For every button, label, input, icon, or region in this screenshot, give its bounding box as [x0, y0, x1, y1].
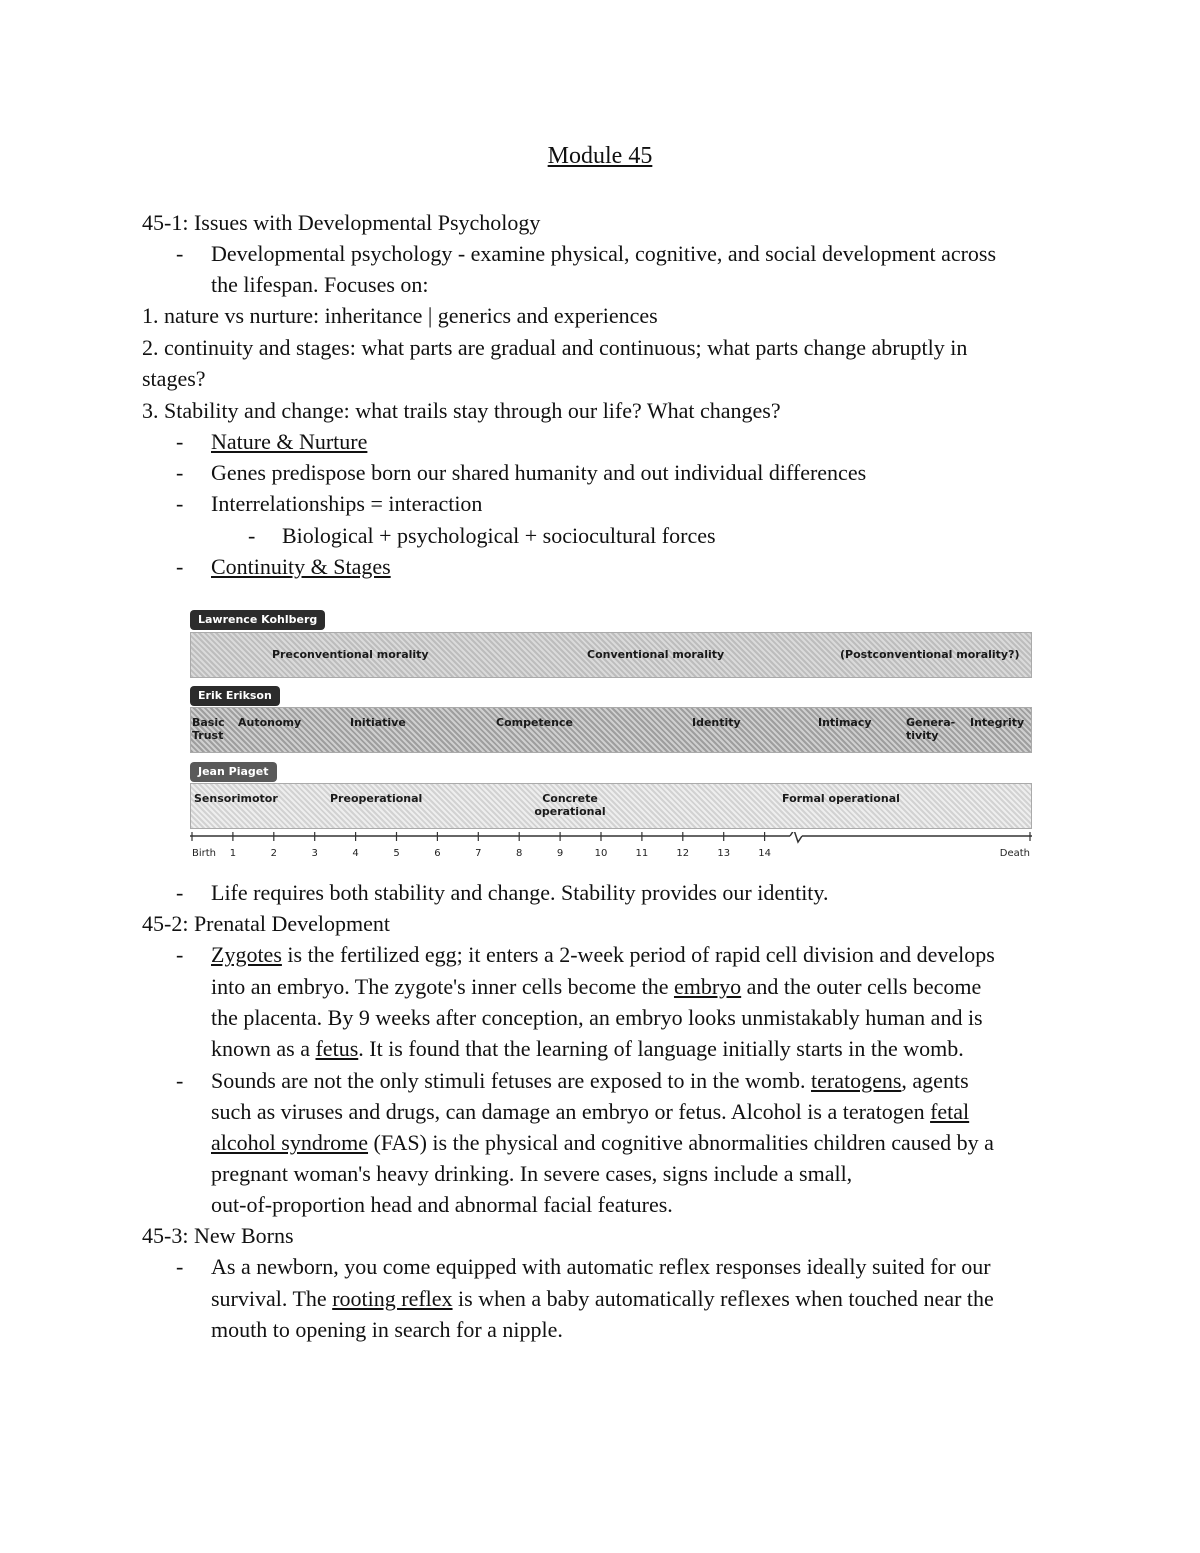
axis-tick-label: 9 — [556, 848, 564, 859]
text-line: known as a fetus. It is found that the learning of language initially starts in the womb. — [211, 1036, 964, 1061]
bullet-dash: - — [176, 880, 184, 905]
bullet-dash: - — [176, 491, 184, 516]
numbered-item-3: 3. Stability and change: what trails stay through our life? What changes? — [142, 398, 781, 423]
bullet-dash: - — [176, 1254, 184, 1279]
text-line: stages? — [142, 366, 206, 391]
bullet-dash: - — [176, 942, 184, 967]
erikson-label: Erik Erikson — [190, 686, 280, 706]
term-fetal: fetal — [930, 1099, 970, 1124]
subheading-nature-nurture: Nature & Nurture — [211, 429, 368, 454]
kohlberg-label: Lawrence Kohlberg — [190, 610, 325, 630]
term-alcohol-syndrome: alcohol syndrome — [211, 1130, 369, 1155]
stage-label: (Postconventional morality?) — [840, 648, 1020, 661]
text-line: pregnant woman's heavy drinking. In severe cases, signs include a small, — [211, 1161, 853, 1186]
text-line: Developmental psychology - examine physical, cognitive, and social development across — [211, 241, 997, 266]
stage-label: Preconventional morality — [272, 648, 429, 661]
stage-label: Conventional morality — [587, 648, 725, 661]
text-line: Genes predispose born our shared humanity and out individual differences — [211, 460, 867, 485]
term-fetus: fetus — [315, 1036, 359, 1061]
text-line: Biological + psychological + sociocultural forces — [282, 523, 716, 548]
stage-label: Basic Trust — [192, 716, 225, 742]
stage-label: Intimacy — [818, 716, 872, 729]
axis-tick-label: 14 — [758, 848, 771, 859]
term-rooting-reflex: rooting reflex — [332, 1286, 453, 1311]
axis-tick-label: 7 — [475, 848, 482, 859]
axis-tick-label: 1 — [229, 848, 237, 859]
axis-tick-label: 13 — [717, 848, 731, 859]
text-line: Life requires both stability and change. Stability provides our identity. — [211, 880, 829, 905]
text-line: out-of-proportion head and abnormal facial features. — [211, 1192, 673, 1217]
bullet-dash: - — [176, 554, 184, 579]
term-teratogens: teratogens — [811, 1068, 902, 1093]
axis-tick-label: 5 — [393, 848, 400, 859]
section-heading-45-1: 45-1: Issues with Developmental Psychology — [142, 210, 541, 235]
text-line: such as viruses and drugs, can damage an embryo or fetus. Alcohol is a teratogen fetal — [211, 1099, 970, 1124]
text-line: the placenta. By 9 weeks after conception, an embryo looks unmistakably human and is — [211, 1005, 983, 1030]
bullet-dash: - — [176, 429, 184, 454]
axis-tick-label: 4 — [352, 848, 359, 859]
stage-label: Competence — [496, 716, 573, 729]
stage-label: Autonomy — [238, 716, 302, 729]
stage-label: Preoperational — [330, 792, 423, 805]
stage-label: Initiative — [350, 716, 406, 729]
text-line: into an embryo. The zygote's inner cells become the embryo and the outer cells become — [211, 974, 982, 999]
axis-tick-label: 11 — [635, 848, 649, 859]
text-line: As a newborn, you come equipped with automatic reflex responses ideally suited for our — [211, 1254, 991, 1279]
text-line: the lifespan. Focuses on: — [211, 272, 429, 297]
stage-theories-figure — [180, 600, 1045, 862]
stage-label: Formal operational — [782, 792, 900, 805]
term-embryo: embryo — [673, 974, 742, 999]
text-line: mouth to opening in search for a nipple. — [211, 1317, 563, 1342]
text-line: Interrelationships = interaction — [211, 491, 483, 516]
axis-tick-label: 3 — [311, 848, 318, 859]
stage-label: Identity — [692, 716, 741, 729]
bullet-dash: - — [248, 523, 256, 548]
bullet-dash: - — [176, 460, 184, 485]
text-line: Sounds are not the only stimuli fetuses are exposed to in the womb. teratogens, agents — [211, 1068, 969, 1093]
stage-label: Integrity — [970, 716, 1025, 729]
axis-tick-label: 6 — [434, 848, 441, 859]
bullet-dash: - — [176, 1068, 184, 1093]
term-zygotes: Zygotes — [211, 942, 282, 967]
numbered-item-2: 2. continuity and stages: what parts are gradual and continuous; what parts change abruptly in — [142, 335, 968, 360]
subheading-continuity-stages: Continuity & Stages — [211, 554, 391, 579]
text-line: Zygotes is the fertilized egg; it enters a 2-week period of rapid cell division and develops — [211, 942, 995, 967]
axis-tick-label: Death — [999, 848, 1030, 859]
axis-tick-label: 8 — [516, 848, 523, 859]
section-heading-45-3: 45-3: New Borns — [142, 1223, 294, 1248]
text-line: survival. The rooting reflex is when a baby automatically reflexes when touched near the — [211, 1286, 994, 1311]
axis-tick-label: 10 — [594, 848, 608, 859]
axis-tick-label: Birth — [192, 848, 217, 859]
piaget-band — [190, 783, 1032, 829]
axis-break — [790, 832, 802, 842]
text-line: alcohol syndrome (FAS) is the physical and cognitive abnormalities children caused by a — [211, 1130, 994, 1155]
stage-label: Concrete operational — [534, 792, 606, 818]
section-heading-45-2: 45-2: Prenatal Development — [142, 911, 391, 936]
bullet-dash: - — [176, 241, 184, 266]
stage-label: Sensorimotor — [194, 792, 278, 805]
piaget-label: Jean Piaget — [190, 762, 277, 782]
numbered-item-1: 1. nature vs nurture: inheritance | generics and experiences — [142, 303, 658, 328]
stage-label: Genera-tivity — [906, 716, 956, 742]
axis-tick-label: 12 — [676, 848, 690, 859]
age-axis — [190, 832, 1040, 862]
page-title: Module 45 — [547, 143, 653, 169]
axis-tick-label: 2 — [270, 848, 277, 859]
